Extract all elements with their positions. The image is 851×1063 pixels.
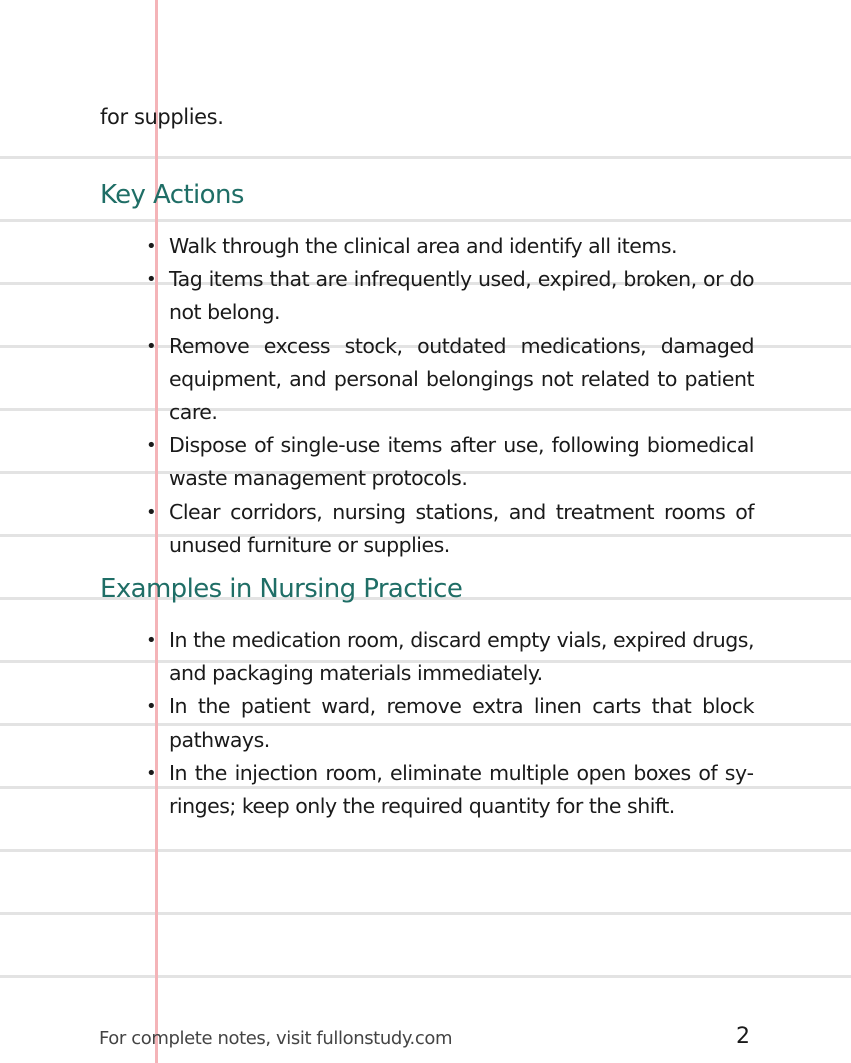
key-actions-list [142, 230, 754, 562]
footer-website-note: For complete notes, visit fullonstudy.com [99, 1028, 453, 1049]
list-item [142, 230, 754, 263]
list-item-text: Tag items that are infrequently used, expired, broken, or do not belong. [169, 267, 754, 325]
list-item-text: In the medication room, discard empty vials, expired drugs, and packaging materials immediately. [169, 628, 754, 686]
intro-paragraph-tail: for supplies. [100, 105, 224, 129]
bullet-icon: • [146, 501, 157, 523]
section-heading-key-actions: Key Actions [100, 180, 244, 210]
list-item-text: In the injection room, eliminate multiple open boxes of syringes; keep only the required quantity for the shift. [169, 760, 754, 819]
list-item-text: Walk through the clinical area and identify all items. [169, 234, 678, 258]
list-item-text: In the patient ward, remove extra linen carts that block pathways. [169, 694, 754, 752]
list-item [142, 429, 754, 495]
bullet-icon: • [146, 335, 157, 357]
page-number: 2 [736, 1024, 750, 1049]
examples-list [142, 624, 754, 823]
list-item-text: Dispose of single-use items after use, following biomedical waste management protocols. [169, 433, 754, 491]
bullet-icon: • [146, 236, 157, 257]
list-item-text: Remove excess stock, outdated medications, damaged equipment, and personal belongings not related to patient care. [169, 333, 754, 425]
bullet-icon: • [146, 269, 157, 291]
list-item-text: Clear corridors, nursing stations, and treatment rooms of unused furniture or supplies. [169, 499, 754, 557]
list-item [142, 263, 754, 329]
list-item [142, 330, 754, 430]
list-item [142, 757, 754, 823]
list-item [142, 624, 754, 690]
list-item [142, 496, 754, 562]
bullet-icon: • [146, 435, 157, 457]
list-item [142, 690, 754, 756]
bullet-icon: • [146, 696, 157, 718]
bullet-icon: • [146, 630, 157, 651]
bullet-icon: • [146, 762, 157, 784]
section-heading-examples: Examples in Nursing Practice [100, 574, 463, 604]
